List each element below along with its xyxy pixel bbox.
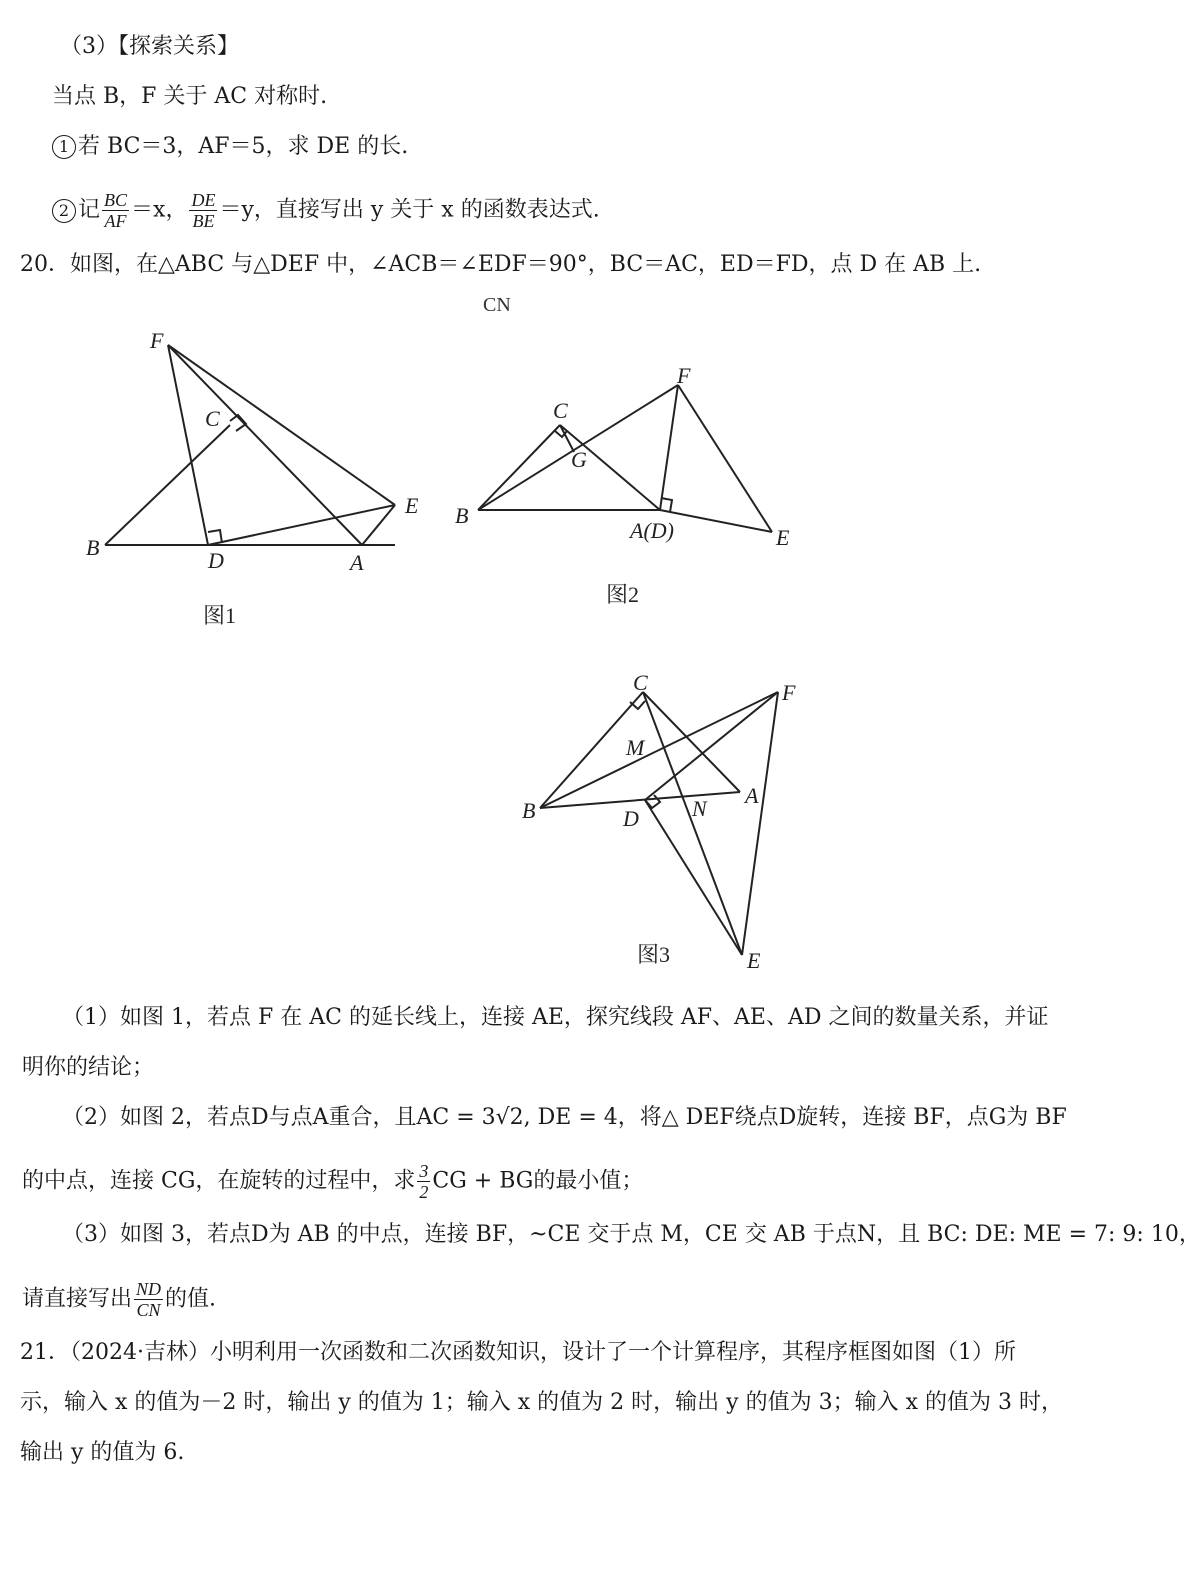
circled-number-1: 1	[52, 135, 76, 159]
fig1-caption: 图1	[203, 603, 237, 628]
fig1-segment-fa	[168, 345, 362, 545]
fig1-label-c: C	[205, 406, 220, 431]
fig3-label-e: E	[747, 948, 761, 973]
fig3-segment-ca	[643, 692, 740, 792]
fig2-label-e: E	[776, 525, 790, 550]
fig3-caption: 图3	[637, 942, 671, 967]
q20-part2-line2	[22, 1161, 643, 1202]
stray-mark: CN	[483, 294, 511, 316]
fig2-label-b: B	[455, 503, 469, 528]
q20-part2-line2-prefix: 的中点，连接 CG，在旋转的过程中，求	[22, 1168, 416, 1194]
fig2-segment-fe	[678, 385, 772, 532]
q20-part1-line2: 明你的结论；	[22, 1055, 155, 1080]
fig3-label-m: M	[626, 735, 645, 760]
q20-part3-line2-suffix: 的值.	[165, 1286, 217, 1312]
fig1-label-a: A	[350, 550, 364, 575]
q20-stem: 20．如图，在△ABC 与△DEF 中，∠ACB＝∠EDF＝90°，BC＝AC，ED＝FD，点 D 在 AB 上.	[20, 252, 982, 277]
q20-part3-line1: （3）如图 3，若点D为 AB 的中点，连接 BF，~CE 交于点 M，CE 交 AB 于点N，且 BC: DE: ME = 7: 9: 10，	[62, 1222, 1201, 1247]
fig1-right-angle-d	[208, 530, 222, 543]
fig3-label-n: N	[692, 796, 707, 821]
fig3-label-f: F	[782, 680, 796, 705]
fig3-segment-fe	[742, 692, 778, 955]
fig1-label-e: E	[405, 493, 419, 518]
figure-1	[105, 345, 395, 545]
fig1-segment-fe	[168, 345, 395, 505]
q20-part3-line2	[22, 1279, 216, 1320]
q21-line1: 21．（2024·吉林）小明利用一次函数和二次函数知识，设计了一个计算程序，其程序框图如图（1）所	[20, 1340, 1016, 1365]
fig3-segment-ce	[643, 692, 742, 955]
circled-number-2: 2	[52, 199, 76, 223]
fig3-label-b: B	[522, 798, 536, 823]
fig2-segment-de	[660, 510, 772, 532]
fig2-caption: 图2	[606, 582, 640, 607]
q19-item1-text: 若 BC＝3，AF＝5，求 DE 的长.	[78, 134, 409, 159]
fig3-label-a: A	[745, 783, 759, 808]
q19-item2-suffix: ＝y，直接写出 y 关于 x 的函数表达式.	[219, 197, 600, 223]
fig3-label-d: D	[623, 806, 639, 831]
fig3-segment-de	[645, 800, 742, 955]
fig2-label-c: C	[553, 398, 568, 423]
q19-item2-prefix: 记	[78, 197, 101, 223]
fig2-segment-df	[660, 385, 678, 510]
fig1-segment-bc	[105, 425, 230, 545]
fig1-segment-fd	[168, 345, 208, 545]
fig3-right-angle-c	[630, 701, 645, 709]
fig2-label-ad: A(D)	[630, 518, 674, 543]
figure-2	[478, 385, 772, 532]
q20-part2-line2-suffix: CG + BG的最小值；	[432, 1168, 644, 1194]
fig2-label-f: F	[677, 363, 691, 388]
q19-condition: 当点 B，F 关于 AC 对称时.	[52, 84, 328, 109]
fraction-nd-cn: $\frac{ND}{CN}$	[136, 1279, 162, 1320]
fig1-label-f: F	[150, 328, 164, 353]
figure-3	[540, 692, 778, 955]
fig2-label-g: G	[571, 447, 587, 472]
q19-part3-heading: （3）【探索关系】	[60, 34, 239, 59]
fig1-label-d: D	[208, 548, 224, 573]
fraction-de-be: $\frac{DE}{BE}$	[191, 190, 216, 231]
q21-line3: 输出 y 的值为 6.	[20, 1440, 185, 1465]
fraction-bc-af: $\frac{BC}{AF}$	[104, 190, 128, 231]
q20-part3-line2-prefix: 请直接写出	[22, 1286, 133, 1312]
fig1-label-b: B	[86, 535, 100, 560]
q20-part1-line1: （1）如图 1，若点 F 在 AC 的延长线上，连接 AE，探究线段 AF、AE、AD 之间的数量关系，并证	[62, 1005, 1049, 1030]
q20-part2-line1: （2）如图 2，若点D与点A重合，且AC = 3√2, DE = 4，将△ DEF绕点D旋转，连接 BF，点G为 BF	[62, 1105, 1067, 1130]
q21-line2: 示，输入 x 的值为－2 时，输出 y 的值为 1；输入 x 的值为 2 时，输出 y 的值为 3；输入 x 的值为 3 时，	[20, 1390, 1063, 1415]
fig3-label-c: C	[633, 670, 648, 695]
q19-item2-mid: ＝x，	[131, 197, 188, 223]
fraction-3-2: $\frac{3}{2}$	[419, 1161, 429, 1202]
